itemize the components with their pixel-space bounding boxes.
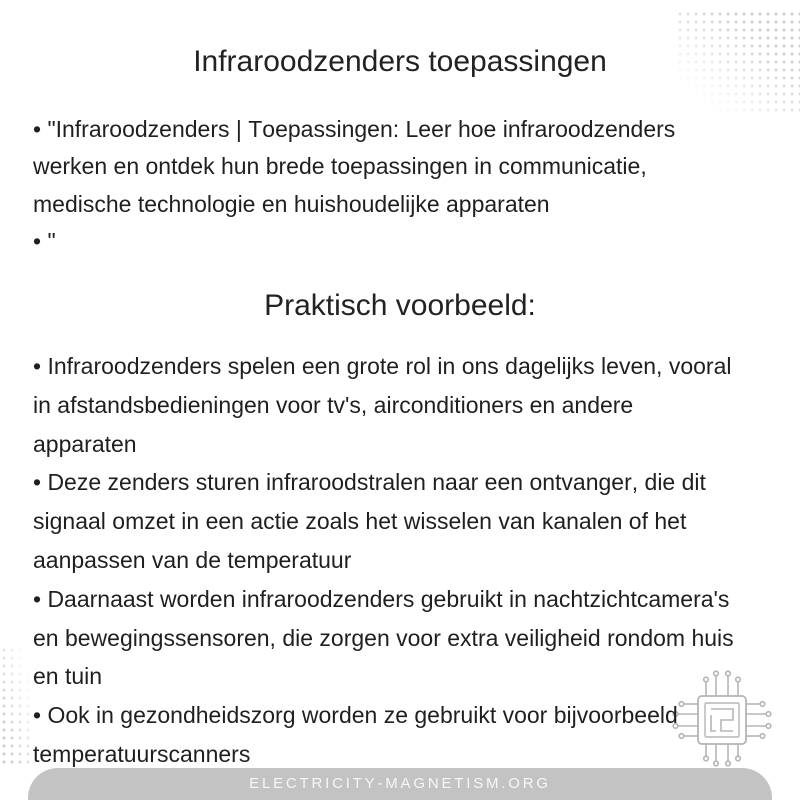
example-list [33, 347, 737, 774]
page-title: Infraroodzenders toepassingen [193, 45, 607, 78]
footer-bar [28, 768, 772, 800]
intro-list [33, 111, 737, 260]
list-item: • Daarnaast worden infraroodzenders gebruikt in nachtzichtcamera's en bewegingssensoren, die zorgen voor extra veiligheid rondom huis en tuin [33, 585, 734, 690]
dot-grid-decoration-bottom-left [0, 646, 30, 768]
list-item: • Ook in gezondheidszorg worden ze gebruikt voor bijvoorbeeld temperatuurscanners [33, 702, 678, 767]
list-item: • "Infraroodzenders | Toepassingen: Leer hoe infraroodzenders werken en ontdek hun brede toepassingen in communicatie, medische technologie en huishoudelijke apparaten [33, 116, 676, 217]
list-item: • Deze zenders sturen infraroodstralen naar een ontvanger, die dit signaal omzet in een actie zoals het wisselen van kanalen of het aanpassen van de temperatuur [33, 469, 706, 573]
list-item: • Infraroodzenders spelen een grote rol in ons dagelijks leven, vooral in afstandsbedieningen voor tv's, airconditioners en andere apparaten [33, 353, 732, 457]
section-heading: Praktisch voorbeeld: [264, 289, 536, 322]
site-name: ELECTRICITY-MAGNETISM.ORG [249, 775, 551, 792]
list-item: • " [33, 227, 56, 254]
